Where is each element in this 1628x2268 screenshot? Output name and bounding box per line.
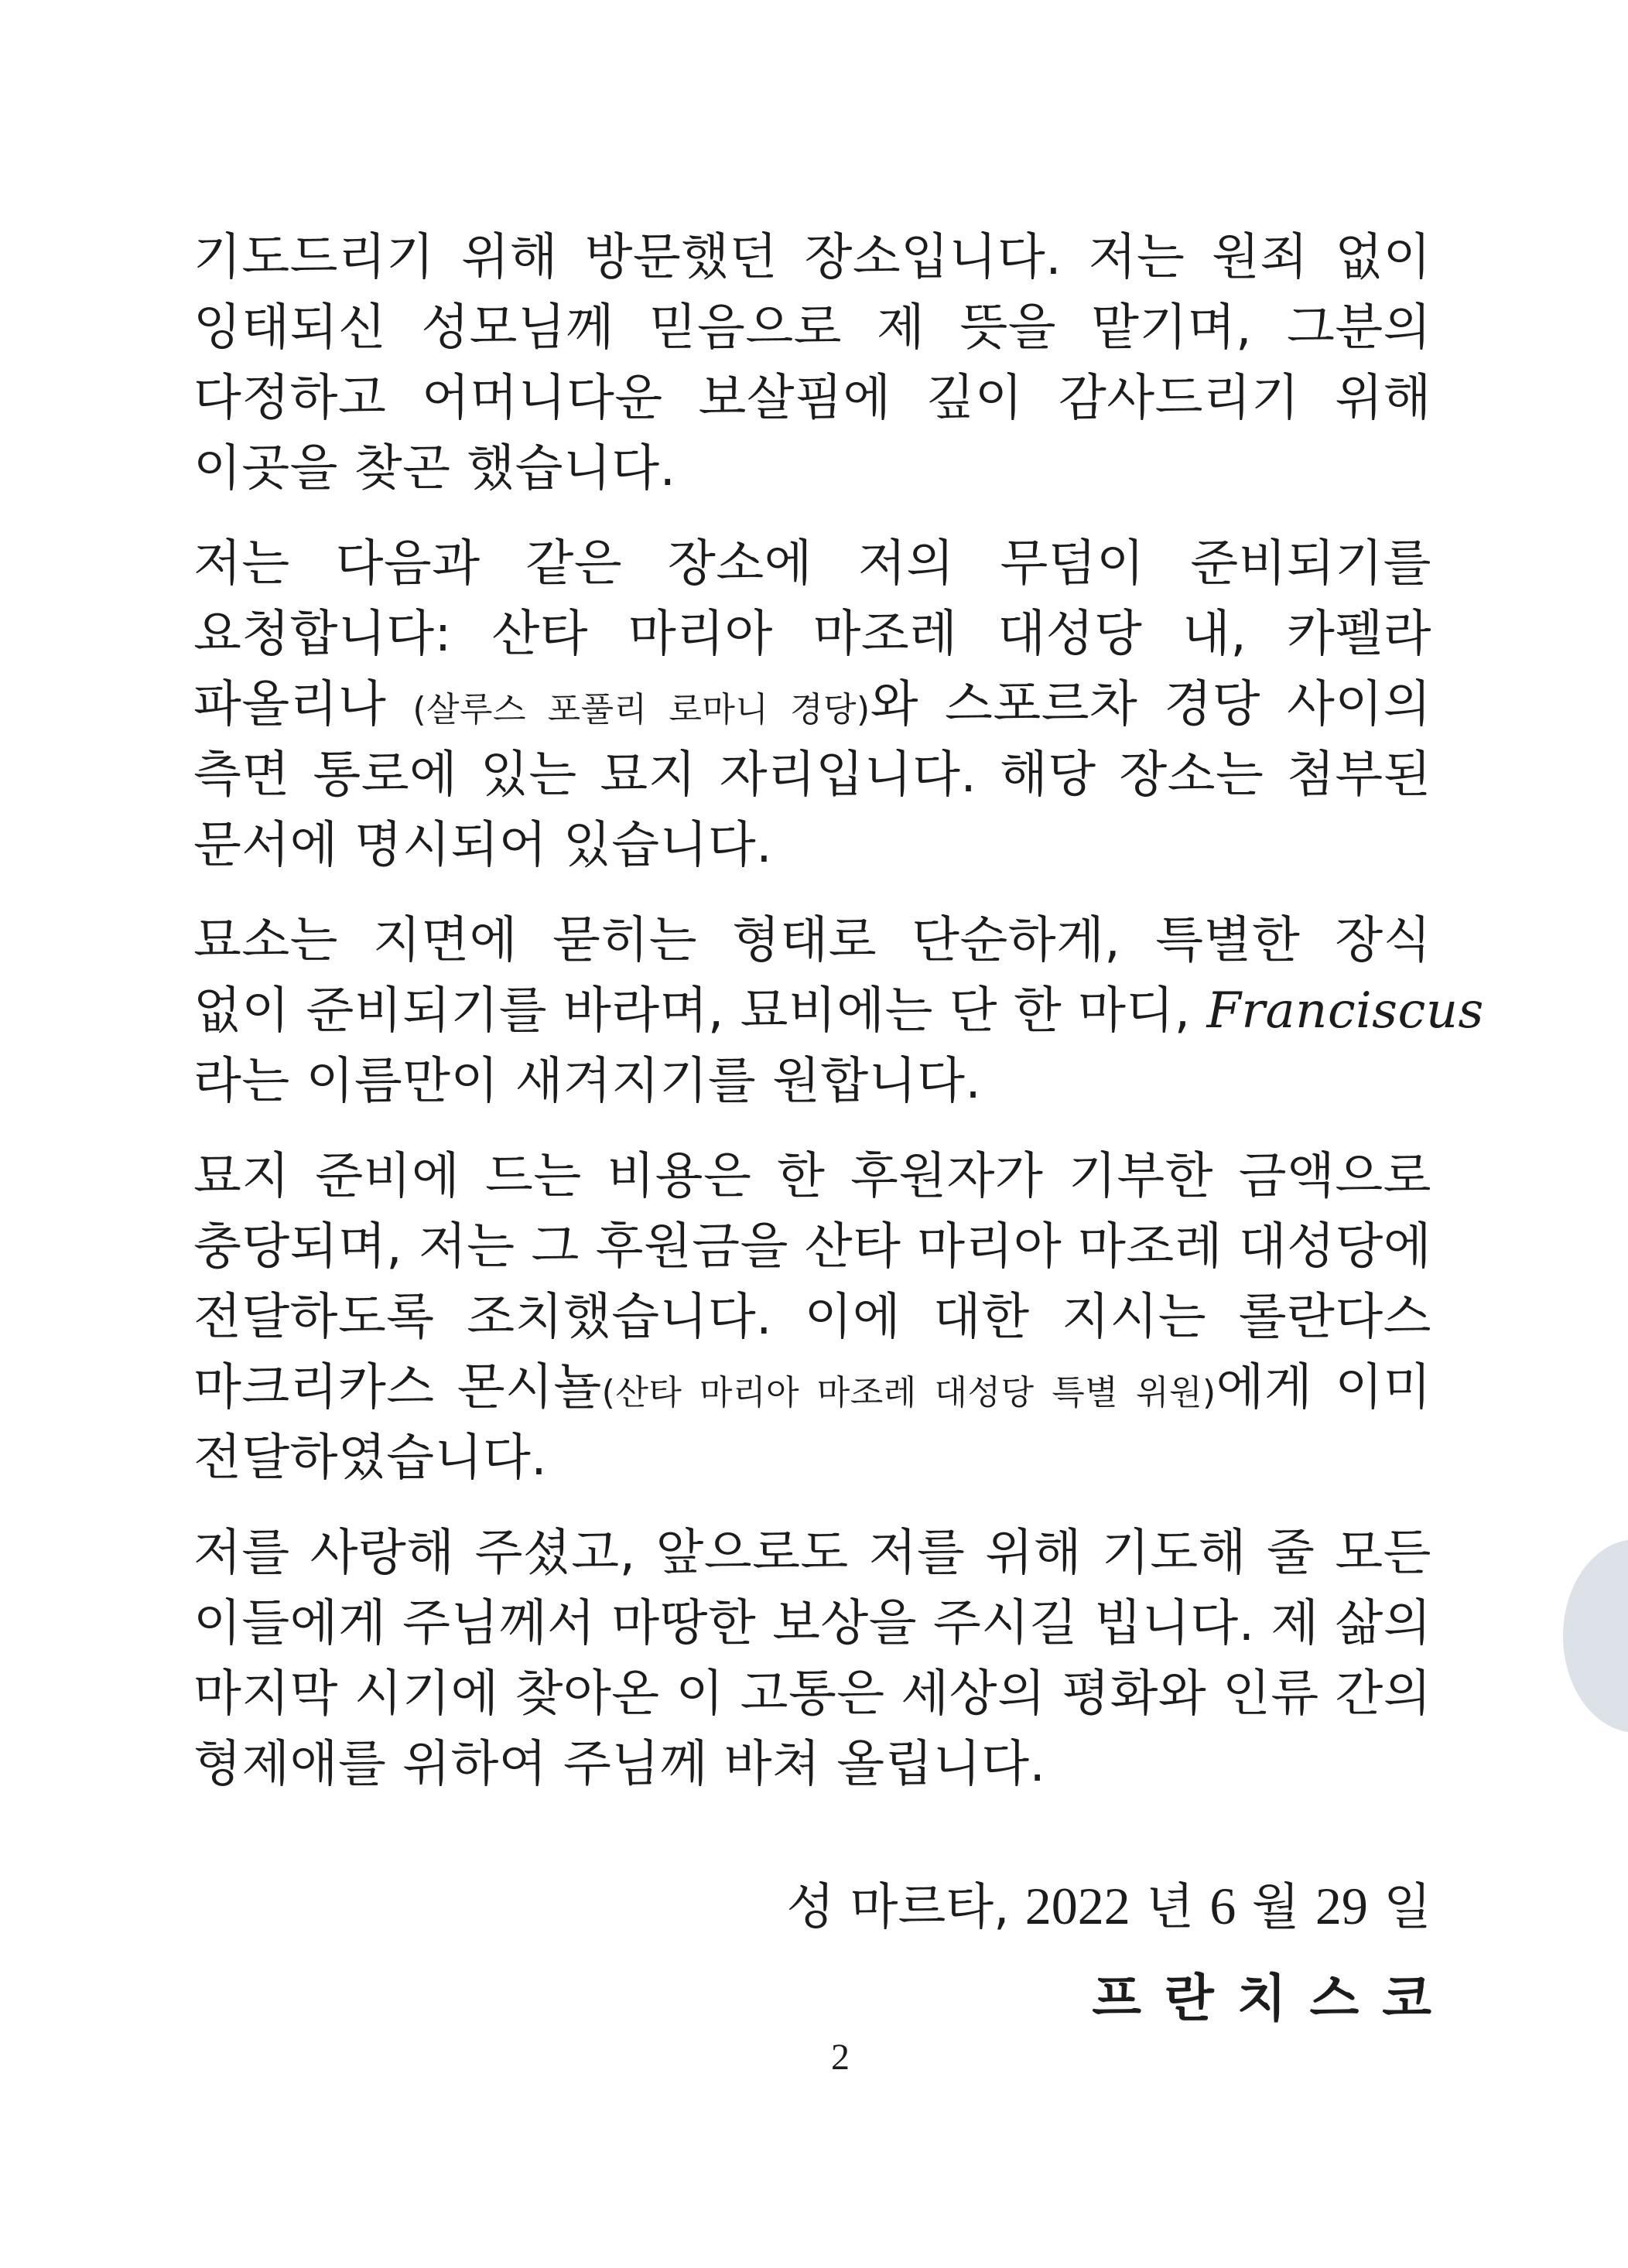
text-segment: 마크리카스 몬시뇰 bbox=[193, 1359, 602, 1416]
text-line: 잉태되신 성모님께 믿음으로 제 뜻을 맡기며, 그분의 bbox=[193, 299, 1431, 357]
text-line: 문서에 명시되어 있습니다. bbox=[193, 817, 773, 874]
text-line: 라는 이름만이 새겨지기를 원합니다. bbox=[193, 1053, 982, 1110]
text-segment: 파올리나 bbox=[193, 676, 413, 733]
day: 29 bbox=[1315, 1877, 1368, 1935]
paragraph-3 bbox=[193, 906, 1484, 1117]
text-segment: 에게 이미 bbox=[1216, 1359, 1432, 1416]
text-line: 기도드리기 위해 방문했던 장소입니다. 저는 원죄 없이 bbox=[193, 229, 1431, 286]
page-edge-tab bbox=[1563, 1539, 1628, 1733]
text-line: 묘지 준비에 드는 비용은 한 후원자가 기부한 금액으로 bbox=[193, 1148, 1431, 1205]
text-line: 측면 통로에 있는 묘지 자리입니다. 해당 장소는 첨부된 bbox=[193, 746, 1431, 804]
place: 성 마르타, bbox=[786, 1879, 1010, 1936]
text-line bbox=[193, 1353, 1431, 1423]
text-line bbox=[193, 976, 1484, 1047]
text-line: 전달하였습니다. bbox=[193, 1429, 548, 1487]
month-unit: 월 bbox=[1251, 1879, 1300, 1936]
paragraph-5 bbox=[193, 1518, 1431, 1800]
text-line: 충당되며, 저는 그 후원금을 산타 마리아 마조레 대성당에 bbox=[193, 1218, 1432, 1276]
year: 2022 bbox=[1024, 1877, 1130, 1935]
text-line: 묘소는 지면에 묻히는 형태로 단순하게, 특별한 장식 bbox=[193, 912, 1431, 969]
signature: 프란치스코 bbox=[1092, 1969, 1455, 2028]
text-line: 형제애를 위하여 주님께 바쳐 올립니다. bbox=[193, 1736, 1046, 1793]
year-unit: 년 bbox=[1146, 1879, 1194, 1936]
letter-body bbox=[193, 223, 1484, 1825]
text-segment: 와 스포르차 경당 사이의 bbox=[870, 676, 1432, 733]
text-line: 이곳을 찾곤 했습니다. bbox=[193, 440, 676, 497]
paragraph-2 bbox=[193, 529, 1431, 881]
page-number: 2 bbox=[831, 2037, 850, 2078]
text-line: 저를 사랑해 주셨고, 앞으로도 저를 위해 기도해 줄 모든 bbox=[193, 1525, 1431, 1582]
text-segment: 없이 준비되기를 바라며, 묘비에는 단 한 마디, bbox=[193, 982, 1207, 1040]
latin-name: Franciscus bbox=[1206, 982, 1484, 1040]
parenthetical-note: (산타 마리아 마조레 대성당 특별 위원) bbox=[601, 1373, 1216, 1412]
text-line: 요청합니다: 산타 마리아 마조레 대성당 내, 카펠라 bbox=[193, 606, 1431, 663]
date-line bbox=[786, 1867, 1431, 1938]
text-line: 저는 다음과 같은 장소에 저의 무덤이 준비되기를 bbox=[193, 535, 1431, 593]
text-line: 다정하고 어머니다운 보살핌에 깊이 감사드리기 위해 bbox=[193, 370, 1431, 427]
paragraph-4 bbox=[193, 1142, 1431, 1494]
month: 6 bbox=[1209, 1877, 1236, 1935]
paragraph-1 bbox=[193, 223, 1431, 504]
text-line bbox=[193, 670, 1431, 740]
text-line: 마지막 시기에 찾아온 이 고통은 세상의 평화와 인류 간의 bbox=[193, 1665, 1432, 1723]
text-line: 이들에게 주님께서 마땅한 보상을 주시길 빕니다. 제 삶의 bbox=[193, 1595, 1432, 1652]
parenthetical-note: (살루스 포풀리 로마니 경당) bbox=[412, 690, 870, 729]
day-unit: 일 bbox=[1383, 1879, 1431, 1936]
text-line: 전달하도록 조치했습니다. 이에 대한 지시는 롤란다스 bbox=[193, 1289, 1431, 1346]
